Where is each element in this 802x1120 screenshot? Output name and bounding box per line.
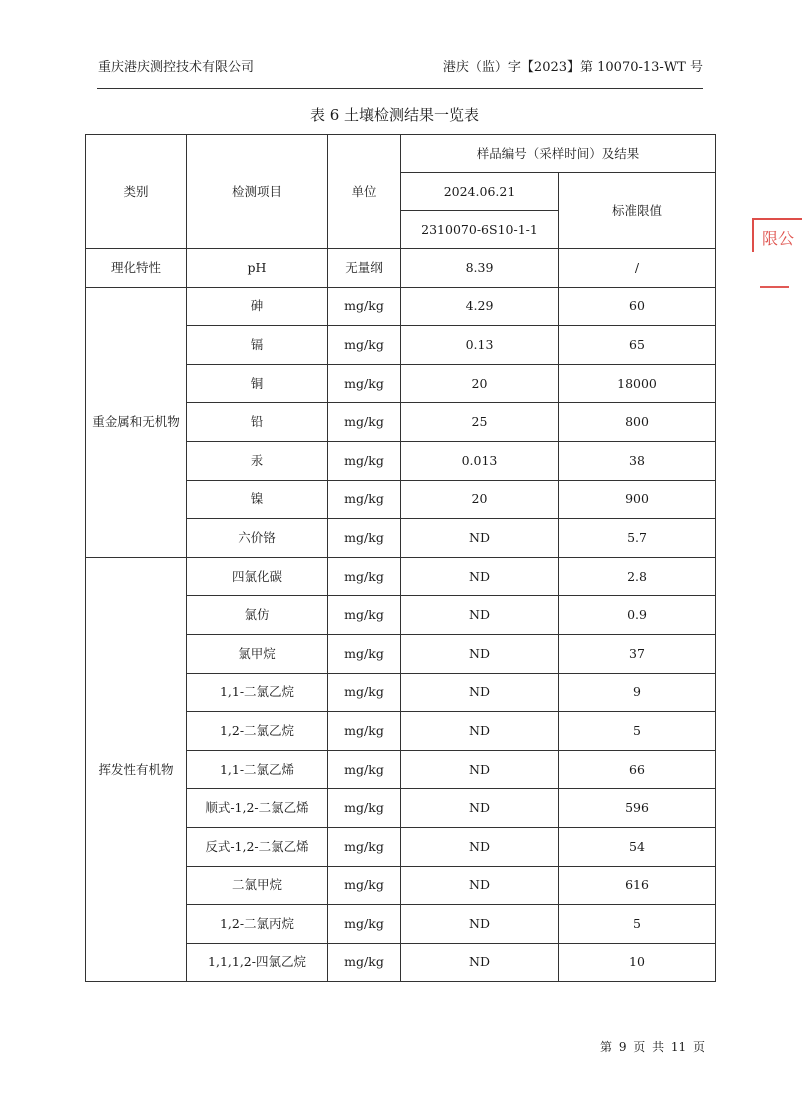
limit-cell: 37 [559,634,716,673]
unit-cell: mg/kg [328,827,401,866]
item-cell: pH [187,249,328,288]
item-cell: 二氯甲烷 [187,866,328,905]
limit-cell: 10 [559,943,716,982]
item-cell: 六价铬 [187,519,328,558]
item-cell: 1,1,1,2-四氯乙烷 [187,943,328,982]
unit-cell: mg/kg [328,441,401,480]
limit-cell: 65 [559,326,716,365]
item-cell: 顺式-1,2-二氯乙烯 [187,789,328,828]
result-cell: ND [401,712,559,751]
unit-cell: mg/kg [328,789,401,828]
col-header-item: 检测项目 [187,135,328,249]
header-row-1 [86,135,716,173]
page-number: 第 9 页 共 11 页 [600,1040,705,1054]
limit-cell: 596 [559,789,716,828]
soil-results-table [85,134,716,982]
result-cell: 4.29 [401,287,559,326]
unit-cell: mg/kg [328,634,401,673]
result-cell: ND [401,943,559,982]
unit-cell: mg/kg [328,596,401,635]
table-title: 表 6 土壤检测结果一览表 [309,106,480,124]
unit-cell: mg/kg [328,287,401,326]
unit-cell: mg/kg [328,750,401,789]
result-cell: ND [401,673,559,712]
limit-cell: 900 [559,480,716,519]
company-seal: 限公 [752,218,802,252]
unit-cell: mg/kg [328,866,401,905]
item-cell: 铜 [187,364,328,403]
limit-cell: 616 [559,866,716,905]
col-header-category: 类别 [86,135,187,249]
result-cell: ND [401,557,559,596]
unit-cell: mg/kg [328,480,401,519]
limit-cell: / [559,249,716,288]
item-cell: 砷 [187,287,328,326]
item-cell: 镍 [187,480,328,519]
result-cell: 0.013 [401,441,559,480]
item-cell: 1,2-二氯乙烷 [187,712,328,751]
category-cell: 挥发性有机物 [86,557,187,982]
limit-cell: 2.8 [559,557,716,596]
unit-cell: mg/kg [328,557,401,596]
table-row [86,557,716,596]
result-cell: ND [401,827,559,866]
item-cell: 四氯化碳 [187,557,328,596]
result-cell: 25 [401,403,559,442]
limit-cell: 5.7 [559,519,716,558]
unit-cell: mg/kg [328,712,401,751]
result-cell: 20 [401,480,559,519]
limit-cell: 54 [559,827,716,866]
item-cell: 1,1-二氯乙烯 [187,750,328,789]
unit-cell: mg/kg [328,364,401,403]
result-cell: ND [401,905,559,944]
table-row [86,249,716,288]
limit-cell: 5 [559,905,716,944]
unit-cell: mg/kg [328,943,401,982]
unit-cell: mg/kg [328,905,401,944]
category-cell: 理化特性 [86,249,187,288]
item-cell: 反式-1,2-二氯乙烯 [187,827,328,866]
col-header-limit: 标准限值 [559,173,716,249]
unit-cell: mg/kg [328,326,401,365]
limit-cell: 800 [559,403,716,442]
col-header-sample-id: 2310070-6S10-1-1 [401,211,559,249]
result-cell: ND [401,596,559,635]
company-name: 重庆港庆测控技术有限公司 [98,60,255,75]
result-cell: 0.13 [401,326,559,365]
item-cell: 镉 [187,326,328,365]
result-cell: ND [401,789,559,828]
limit-cell: 5 [559,712,716,751]
item-cell: 1,2-二氯丙烷 [187,905,328,944]
unit-cell: mg/kg [328,519,401,558]
result-cell: ND [401,634,559,673]
result-cell: ND [401,866,559,905]
limit-cell: 66 [559,750,716,789]
col-header-unit: 单位 [328,135,401,249]
item-cell: 氯甲烷 [187,634,328,673]
seal-fragment [760,286,789,288]
unit-cell: mg/kg [328,673,401,712]
report-number: 港庆（监）字【2023】第 10070-13-WT 号 [442,60,703,75]
result-cell: ND [401,519,559,558]
header-divider [97,88,703,89]
limit-cell: 9 [559,673,716,712]
col-header-date: 2024.06.21 [401,173,559,211]
limit-cell: 38 [559,441,716,480]
result-cell: 8.39 [401,249,559,288]
item-cell: 氯仿 [187,596,328,635]
item-cell: 1,1-二氯乙烷 [187,673,328,712]
result-cell: ND [401,750,559,789]
limit-cell: 60 [559,287,716,326]
table-row [86,287,716,326]
category-cell: 重金属和无机物 [86,287,187,557]
limit-cell: 0.9 [559,596,716,635]
col-header-sample-group: 样品编号（采样时间）及结果 [401,135,716,173]
result-cell: 20 [401,364,559,403]
table-body [86,249,716,982]
item-cell: 铅 [187,403,328,442]
item-cell: 汞 [187,441,328,480]
limit-cell: 18000 [559,364,716,403]
unit-cell: mg/kg [328,403,401,442]
unit-cell: 无量纲 [328,249,401,288]
